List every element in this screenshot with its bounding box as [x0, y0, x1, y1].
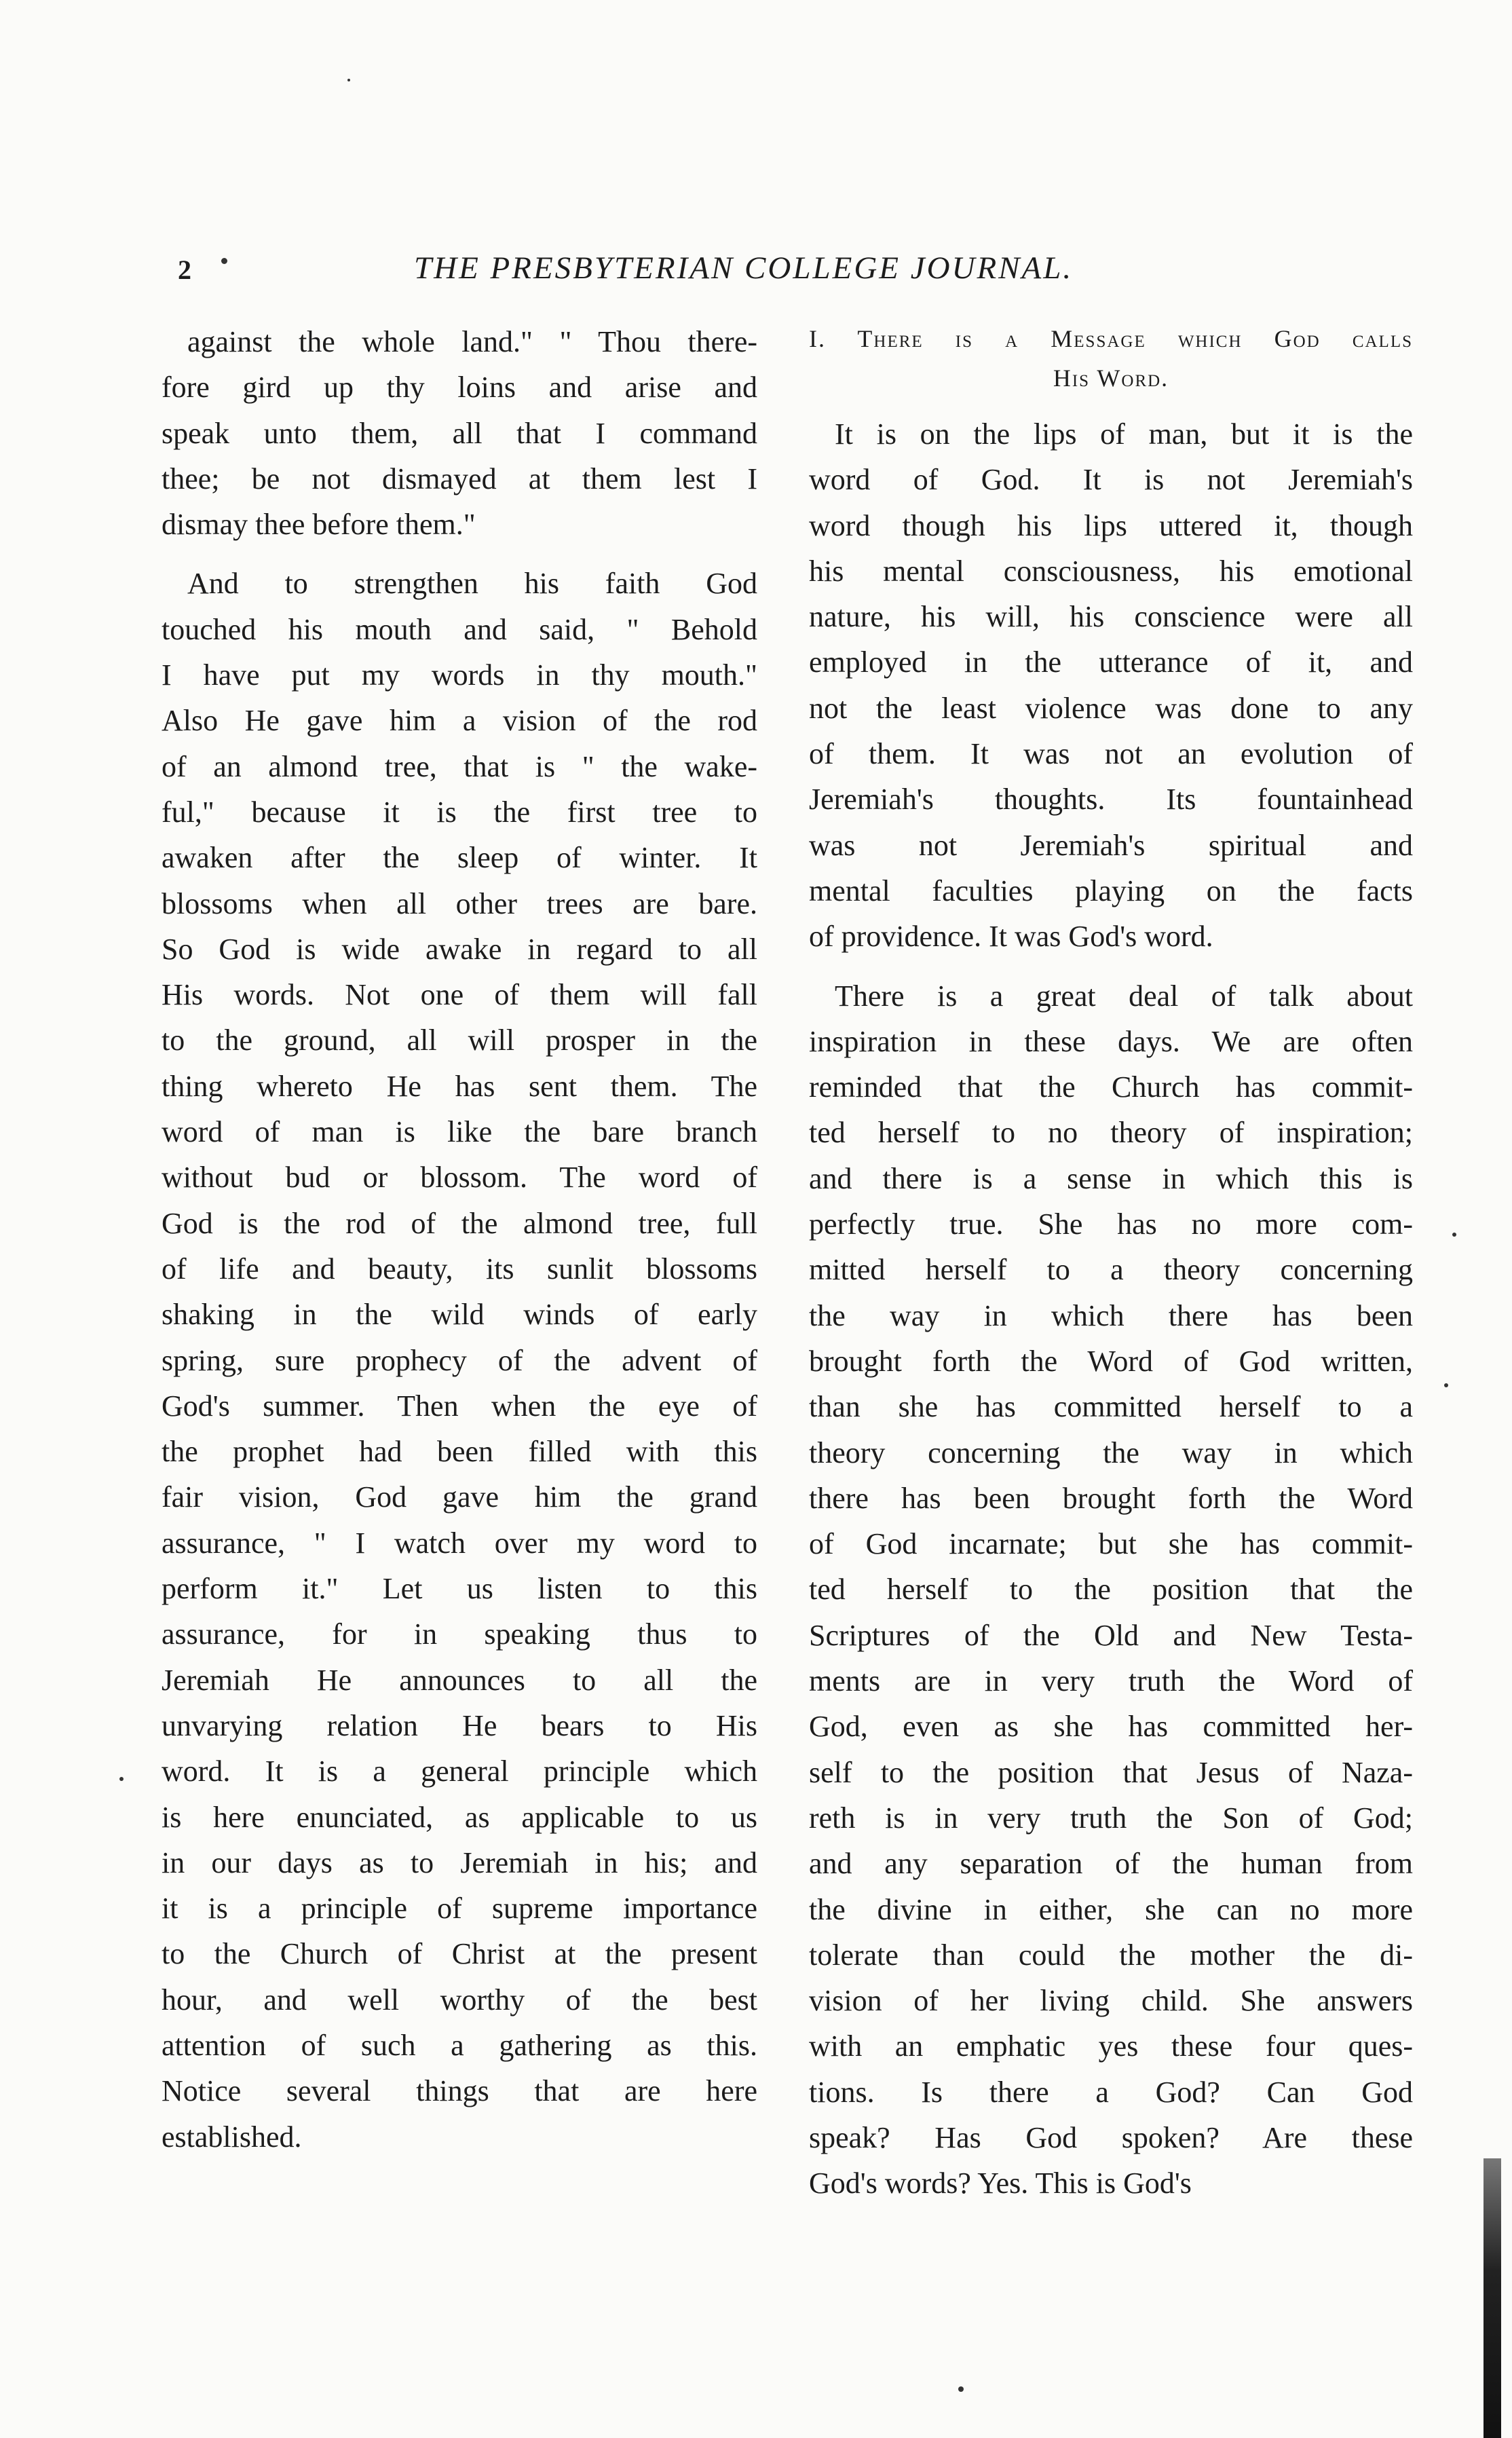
- text-line: word of God. It is not Jeremiah's: [809, 463, 1413, 497]
- right-paragraph-1: [809, 411, 1413, 960]
- text-line: God, even as she has committed her-: [809, 1710, 1413, 1744]
- text-line: touched his mouth and said, " Behold: [162, 612, 757, 646]
- text-line: employed in the utterance of it, and: [809, 645, 1413, 679]
- text-line: inspiration in these days. We are often: [809, 1024, 1413, 1058]
- text-line: God's summer. Then when the eye of: [162, 1389, 757, 1423]
- section-heading: [809, 319, 1413, 398]
- text-line: Jeremiah He announces to all the: [162, 1663, 757, 1697]
- text-line: of providence. It was God's word.: [809, 920, 1213, 954]
- text-line: attention of such a gathering as this.: [162, 2028, 757, 2062]
- text-line: And to strengthen his faith God: [187, 567, 757, 601]
- text-line: his mental consciousness, his emotional: [809, 554, 1413, 588]
- text-line: Jeremiah's thoughts. Its fountainhead: [809, 783, 1413, 817]
- text-line: word of man is like the bare branch: [162, 1115, 757, 1149]
- text-line: thee; be not dismayed at them lest I: [162, 462, 757, 495]
- text-line: tolerate than could the mother the di-: [809, 1938, 1413, 1972]
- text-line: perform it." Let us listen to this: [162, 1572, 757, 1606]
- scan-speck: [119, 1777, 124, 1781]
- scan-margin-edge: [1483, 2158, 1501, 2438]
- text-line: without bud or blossom. The word of: [162, 1161, 757, 1195]
- text-line: in our days as to Jeremiah in his; and: [162, 1845, 757, 1879]
- left-column: [162, 319, 757, 2160]
- text-line: brought forth the Word of God written,: [809, 1344, 1413, 1378]
- text-line: word though his lips uttered it, though: [809, 508, 1413, 542]
- text-line: awaken after the sleep of winter. It: [162, 841, 757, 875]
- text-line: and there is a sense in which this is: [809, 1161, 1413, 1195]
- text-line: word. It is a general principle which: [162, 1755, 757, 1788]
- text-line: of life and beauty, its sunlit blossoms: [162, 1252, 757, 1286]
- text-line: ful," because it is the first tree to: [162, 795, 757, 829]
- text-line: was not Jeremiah's spiritual and: [809, 828, 1413, 862]
- text-line: shaking in the wild winds of early: [162, 1298, 757, 1332]
- running-title: THE PRESBYTERIAN COLLEGE JOURNAL.: [414, 250, 1074, 286]
- text-line: than she has committed herself to a: [809, 1390, 1413, 1424]
- text-line: perfectly true. She has no more com-: [809, 1207, 1413, 1241]
- text-line: It is on the lips of man, but it is the: [835, 417, 1413, 451]
- text-line: ted herself to the position that the: [809, 1573, 1413, 1607]
- text-line: ted herself to no theory of inspiration;: [809, 1116, 1413, 1150]
- text-line: mitted herself to a theory concerning: [809, 1253, 1413, 1287]
- text-line: Notice several things that are here: [162, 2074, 757, 2108]
- text-line: hour, and well worthy of the best: [162, 1983, 757, 2017]
- text-line: to the ground, all will prosper in the: [162, 1024, 757, 1057]
- text-line: So God is wide awake in regard to all: [162, 932, 757, 966]
- text-line: tions. Is there a God? Can God: [809, 2075, 1413, 2109]
- text-line: fore gird up thy loins and arise and: [162, 371, 757, 405]
- text-line: speak unto them, all that I command: [162, 416, 757, 450]
- text-line: spring, sure prophecy of the advent of: [162, 1343, 757, 1377]
- text-line: of God incarnate; but she has commit-: [809, 1527, 1413, 1561]
- text-line: it is a principle of supreme importance: [162, 1892, 757, 1926]
- text-line: thing whereto He has sent them. The: [162, 1069, 757, 1103]
- text-line: is here enunciated, as applicable to us: [162, 1800, 757, 1834]
- right-paragraph-2: [809, 973, 1413, 2207]
- text-line: vision of her living child. She answers: [809, 1984, 1413, 2018]
- text-line: of them. It was not an evolution of: [809, 737, 1413, 771]
- text-line: speak? Has God spoken? Are these: [809, 2120, 1413, 2154]
- scan-speck: [221, 258, 227, 264]
- text-line: Scriptures of the Old and New Testa-: [809, 1618, 1413, 1652]
- text-line: Also He gave him a vision of the rod: [162, 704, 757, 738]
- text-line: against the whole land." " Thou there-: [187, 325, 757, 358]
- text-line: theory concerning the way in which: [809, 1436, 1413, 1469]
- text-line: I have put my words in thy mouth.": [162, 658, 757, 692]
- text-line: the divine in either, she can no more: [809, 1892, 1413, 1926]
- text-line: mental faculties playing on the facts: [809, 874, 1413, 907]
- text-line: to the Church of Christ at the present: [162, 1937, 757, 1971]
- scan-speck: [1452, 1233, 1456, 1237]
- text-line: dismay thee before them.": [162, 508, 476, 542]
- scan-speck: [1444, 1383, 1448, 1387]
- right-column: [809, 319, 1413, 2207]
- text-line: unvarying relation He bears to His: [162, 1708, 757, 1742]
- left-paragraph-2: [162, 561, 757, 2159]
- text-line: and any separation of the human from: [809, 1847, 1413, 1881]
- text-line: with an emphatic yes these four ques-: [809, 2029, 1413, 2063]
- text-line: His words. Not one of them will fall: [162, 978, 757, 1012]
- text-line: assurance, for in speaking thus to: [162, 1617, 757, 1651]
- text-line: God's words? Yes. This is God's: [809, 2167, 1192, 2200]
- text-line: reminded that the Church has commit-: [809, 1070, 1413, 1104]
- text-line: of an almond tree, that is " the wake-: [162, 749, 757, 783]
- scan-speck: [958, 2386, 964, 2392]
- left-paragraph-1: [162, 319, 757, 547]
- text-line: fair vision, God gave him the grand: [162, 1480, 757, 1514]
- section-heading-line-2: His Word.: [1053, 364, 1169, 392]
- section-heading-line-1: I. There is a Message which God calls: [809, 325, 1413, 352]
- text-line: self to the position that Jesus of Naza-: [809, 1755, 1413, 1789]
- text-line: reth is in very truth the Son of God;: [809, 1801, 1413, 1835]
- text-line: established.: [162, 2120, 302, 2154]
- text-line: assurance, " I watch over my word to: [162, 1526, 757, 1560]
- text-line: There is a great deal of talk about: [835, 979, 1413, 1013]
- text-line: ments are in very truth the Word of: [809, 1664, 1413, 1698]
- text-line: not the least violence was done to any: [809, 691, 1413, 725]
- text-line: the way in which there has been: [809, 1298, 1413, 1332]
- text-line: nature, his will, his conscience were all: [809, 600, 1413, 634]
- page-header: [0, 250, 1512, 297]
- text-line: blossoms when all other trees are bare.: [162, 886, 757, 920]
- text-line: the prophet had been filled with this: [162, 1435, 757, 1469]
- scan-speck: [347, 79, 350, 81]
- text-line: there has been brought forth the Word: [809, 1481, 1413, 1515]
- text-line: God is the rod of the almond tree, full: [162, 1206, 757, 1240]
- page-number: 2: [178, 255, 191, 285]
